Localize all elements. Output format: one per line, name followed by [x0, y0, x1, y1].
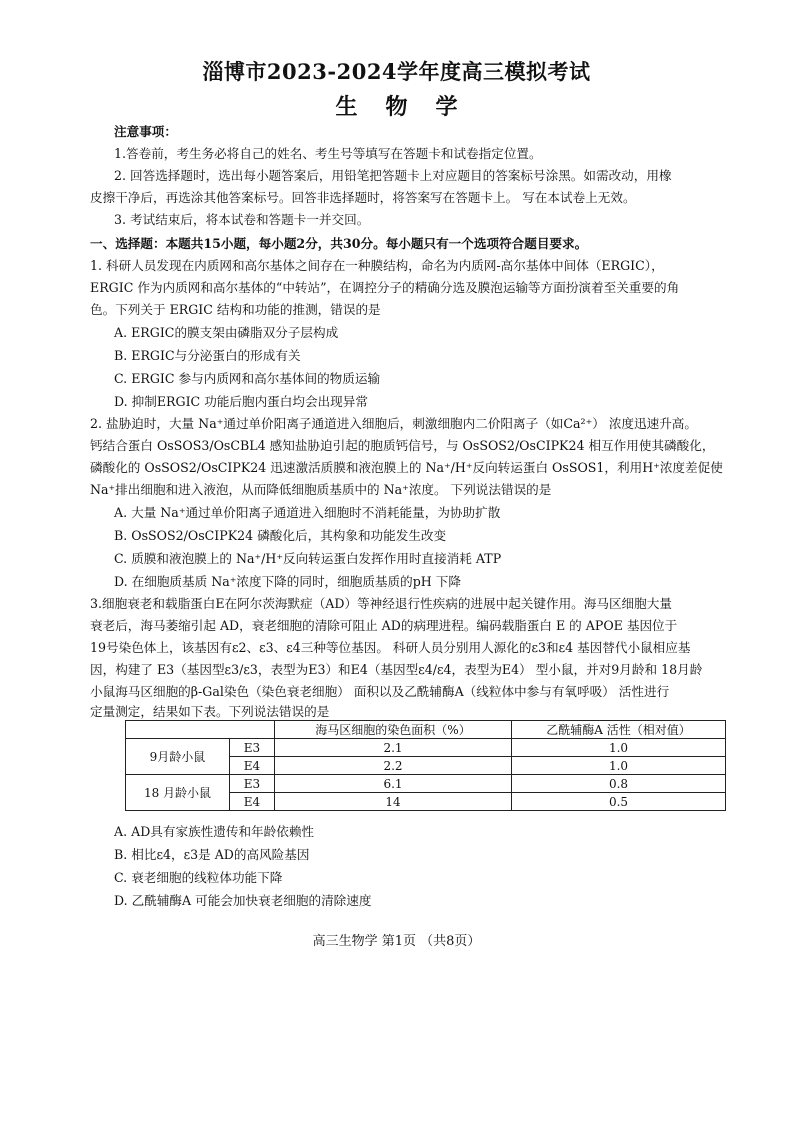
q3-line-1: 3.细胞衰老和载脂蛋白E在阿尔茨海默症（AD）等神经退行性疾病的进展中起关键作用。海马区细胞大量 [90, 596, 672, 611]
table-cell-activity: 1.0 [512, 739, 726, 757]
table-header-activity: 乙酰辅酶A 活性（相对值） [512, 721, 726, 739]
q2-option-b: B. OsSOS2/OsCIPK24 磷酸化后，其构象和功能发生改变 [114, 528, 447, 543]
table-cell-activity: 0.5 [512, 793, 726, 811]
page-footer: 高三生物学 第1页 （共8页） [312, 934, 481, 949]
q2-line-3: 磷酸化的 OsSOS2/OsCIPK24 迅速激活质膜和液泡膜上的 Na⁺/H⁺反向转运蛋白 OsSOS1，利用H⁺浓度差促使 [90, 460, 723, 475]
q2-option-d: D. 在细胞质基质 Na⁺浓度下降的同时，细胞质基质的pH 下降 [114, 574, 461, 589]
q1-option-b: B. ERGIC与分泌蛋白的形成有关 [114, 348, 301, 363]
table-header-row [126, 721, 726, 739]
q1-option-d: D. 抑制ERGIC 功能后胞内蛋白均会出现异常 [114, 394, 368, 409]
table-cell-area: 2.1 [275, 739, 512, 757]
note-2-line-2: 皮擦干净后，再选涂其他答案标号。回答非选择题时，将答案写在答题卡上。 写在本试卷上无效。 [90, 190, 636, 205]
note-1: 1.答卷前，考生务必将自己的姓名、考生号等填写在答题卡和试卷指定位置。 [114, 146, 542, 161]
q2-line-1: 2. 盐胁迫时，大量 Na⁺通过单价阳离子通道进入细胞后，刺激细胞内二价阳离子（如Ca²⁺） 浓度迅速升高。 [90, 416, 697, 431]
q3-data-table [125, 720, 726, 811]
table-header-area: 海马区细胞的染色面积（%） [275, 721, 512, 739]
q3-option-a: A. AD具有家族性遗传和年龄依赖性 [114, 824, 315, 839]
table-row [126, 775, 726, 793]
table-header-blank [126, 721, 275, 739]
exam-title: 淄博市2023-2024学年度高三模拟考试 [202, 59, 591, 84]
q2-option-c: C. 质膜和液泡膜上的 Na⁺/H⁺反向转运蛋白发挥作用时直接消耗 ATP [114, 551, 502, 566]
table-row [126, 739, 726, 757]
q3-option-c: C. 衰老细胞的线粒体功能下降 [114, 870, 283, 885]
note-3: 3. 考试结束后，将本试卷和答题卡一并交回。 [114, 212, 370, 227]
q3-line-5: 小鼠海马区细胞的β-Gal染色（染色衰老细胞） 面积以及乙酰辅酶A（线粒体中参与有氧呼吸） 活性进行 [90, 684, 670, 699]
note-2-line-1: 2. 回答选择题时，选出每小题答案后，用铅笔把答题卡上对应题目的答案标号涂黑。如需改动，用橡 [114, 168, 672, 183]
q3-line-2: 衰老后，海马萎缩引起 AD，衰老细胞的清除可阻止 AD的病理进程。编码载脂蛋白 E 的 APOE 基因位于 [90, 618, 678, 633]
section-heading: 一、选择题：本题共15小题，每小题2分，共30分。每小题只有一个选项符合题目要求。 [90, 236, 588, 251]
q3-line-6: 定量测定，结果如下表。下列说法错误的是 [90, 704, 330, 719]
table-cell-type: E3 [230, 739, 275, 757]
table-cell-type: E4 [230, 793, 275, 811]
q3-line-4: 因，构建了 E3（基因型ε3/ε3，表型为E3）和E4（基因型ε4/ε4，表型为E4） 型小鼠，并对9月龄和 18月龄 [90, 662, 703, 677]
q3-option-d: D. 乙酰辅酶A 可能会加快衰老细胞的清除速度 [114, 893, 372, 908]
q1-line-3: 色。下列关于 ERGIC 结构和功能的推测，错误的是 [90, 302, 381, 317]
q1-option-c: C. ERGIC 参与内质网和高尔基体间的物质运输 [114, 371, 381, 386]
q1-option-a: A. ERGIC的膜支架由磷脂双分子层构成 [114, 325, 339, 340]
table-cell-activity: 1.0 [512, 757, 726, 775]
q2-line-4: Na⁺排出细胞和进入液泡，从而降低细胞质基质中的 Na⁺浓度。 下列说法错误的是 [90, 482, 552, 497]
table-cell-area: 2.2 [275, 757, 512, 775]
table-cell-activity: 0.8 [512, 775, 726, 793]
q2-line-2: 钙结合蛋白 OsSOS3/OsCBL4 感知盐胁迫引起的胞质钙信号，与 OsSOS2/OsCIPK24 相互作用使其磷酸化， [90, 438, 715, 453]
subject-title: 生物学 [335, 94, 486, 120]
q3-line-3: 19号染色体上，该基因有ε2、ε3、ε4三种等位基因。 科研人员分别用人源化的ε3和ε4 基因替代小鼠相应基 [90, 640, 691, 655]
table-group-18m: 18 月龄小鼠 [126, 775, 230, 811]
table-cell-type: E4 [230, 757, 275, 775]
q1-line-1: 1. 科研人员发现在内质网和高尔基体之间存在一种膜结构，命名为内质网-高尔基体中间体（ERGIC）， [90, 258, 664, 273]
table-cell-area: 6.1 [275, 775, 512, 793]
q1-line-2: ERGIC 作为内质网和高尔基体的“中转站”，在调控分子的精确分选及膜泡运输等方面扮演着至关重要的角 [90, 280, 680, 295]
notes-heading: 注意事项： [114, 124, 177, 139]
table-cell-area: 14 [275, 793, 512, 811]
q2-option-a: A. 大量 Na⁺通过单价阳离子通道进入细胞时不消耗能量，为协助扩散 [114, 505, 501, 520]
table-group-9m: 9月龄小鼠 [126, 739, 230, 775]
table-cell-type: E3 [230, 775, 275, 793]
q3-option-b: B. 相比ε4，ε3是 AD的高风险基因 [114, 847, 310, 862]
